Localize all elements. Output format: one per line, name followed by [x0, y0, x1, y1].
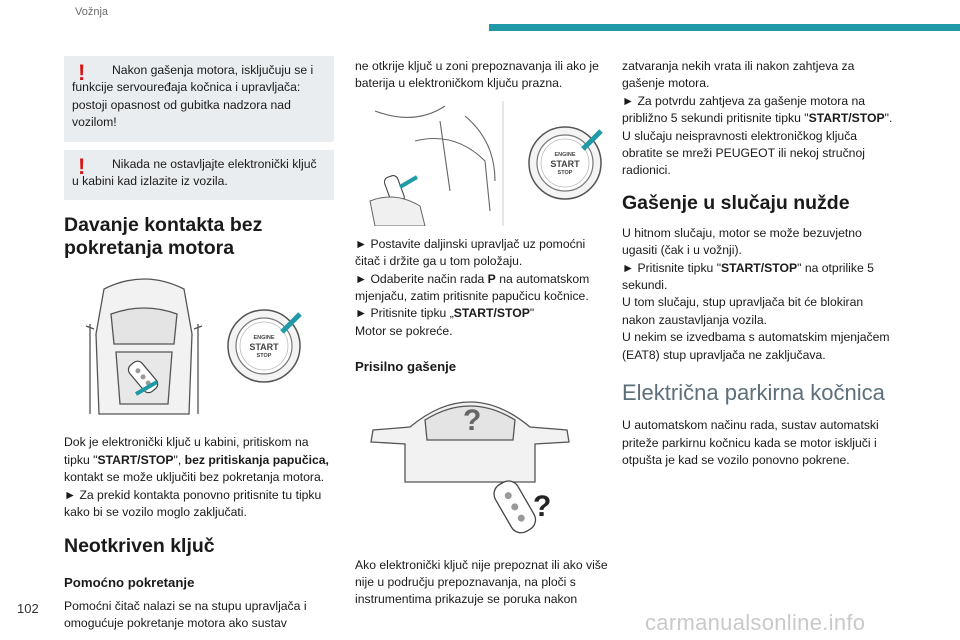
column-2: [355, 58, 613, 609]
paragraph-ignition: Dok je elektronički ključ u kabini, pritiskom na tipku "START/STOP", bez pritiskanja papučica, kontakt se može uključiti bez pokretanja motora.: [64, 435, 329, 485]
button-label-start: START: [249, 342, 279, 353]
heading-electric-parking-brake: Električna parkirna kočnica: [622, 380, 885, 406]
bullet-hold-start-stop: ► Pritisnite tipku "START/STOP" na otprilike 5 sekundi.: [622, 260, 874, 293]
question-mark-key: ?: [533, 489, 552, 523]
section-title: Vožnja: [75, 6, 109, 18]
subheading-backup-start: Pomoćno pokretanje: [64, 575, 195, 591]
question-mark-car: ?: [463, 403, 482, 437]
figure-key-not-recognized: [355, 382, 613, 547]
car-top-view-illustration: [64, 274, 334, 424]
button-label-stop: STOP: [256, 353, 272, 360]
paragraph-key-not-recognized: Ako elektronički ključ nije prepoznat ili ako više nije u području prepoznavanja, na ploči s instrumentima prikazuje se poruka nakon: [355, 557, 608, 607]
warning-box: [64, 56, 334, 142]
column-3: [622, 58, 897, 469]
paragraph-key-zone: ne otkrije ključ u zoni prepoznavanja ili ako je baterija u elektroničkom ključu prazna.: [355, 59, 599, 91]
bullet-select-p: ► Odaberite način rada P na automatskom mjenjaču, zatim pritisnite papučicu kočnice.: [355, 271, 590, 304]
column-1: [64, 56, 334, 633]
figure-car-key-start-button: [64, 274, 334, 424]
car-key-question-illustration: [355, 382, 613, 547]
subheading-forced-stop: Prisilno gašenje: [355, 359, 457, 375]
paragraph-engine-starts: Motor se pokreće.: [355, 323, 453, 338]
button-label-engine: ENGINE: [554, 151, 576, 158]
bullet-place-remote: ► Postavite daljinski upravljač uz pomoćni čitač i držite ga u tom položaju.: [355, 236, 586, 269]
header-accent-bar: [489, 24, 960, 31]
warning-box: [64, 150, 334, 201]
warning-text: Nikada ne ostavljajte elektronički ključ u kabini kad izlazite iz vozila.: [72, 156, 317, 189]
button-label-start: START: [550, 158, 580, 169]
paragraph-doors-closing: zatvaranja nekih vrata ili nakon zahtjeva za gašenje motora.: [622, 59, 855, 91]
bullet-confirm-stop: ► Za potvrdu zahtjeva za gašenje motora na približno 5 sekundi pritisnite tipku "START/STOP".: [622, 93, 893, 126]
paragraph-emergency: U hitnom slučaju, motor se može bezuvjetno ugasiti (čak i u vožnji).: [622, 225, 862, 258]
bullet-press-start-stop: ► Pritisnite tipku „START/STOP": [355, 306, 535, 321]
page-number: 102: [17, 601, 39, 616]
heading-key-not-detected: Neotkriven ključ: [64, 535, 215, 558]
heading-emergency-stop: Gašenje u slučaju nužde: [622, 191, 850, 214]
paragraph-backup-reader: Pomoćni čitač nalazi se na stupu upravljača i omogućuje pokretanje motora ako sustav: [64, 598, 307, 631]
warning-icon: !: [78, 153, 86, 179]
paragraph-column-locked: U tom slučaju, stup upravljača bit će blokiran nakon zaustavljanja vozila.: [622, 295, 864, 327]
warning-text: Nakon gašenja motora, isključuju se i funkcije servouređaja kočnica i upravljača: postoji opasnost od gubitka nadzora nad vozilom!: [72, 63, 314, 130]
paragraph-key-malfunction: U slučaju neispravnosti elektroničkog ključa obratite se mreži PEUGEOT ili nekoj stručnoj radionici.: [622, 128, 865, 178]
heading-ignition-without-start: Davanje kontakta bez pokretanja motora: [64, 214, 263, 260]
paragraph-parking-brake: U automatskom načinu rada, sustav automatski priteže parkirnu kočnicu kada se motor isključi i otpušta je kad se vozilo ponovno pokrene.: [622, 418, 879, 467]
bullet-switch-off: ► Za prekid kontakta ponovno pritisnite tu tipku kako bi se vozilo moglo zaključati.: [64, 487, 322, 520]
figure-backup-reader: [355, 101, 613, 226]
button-label-engine: ENGINE: [253, 335, 275, 342]
paragraph-eat8: U nekim se izvedbama s automatskim mjenjačem (EAT8) stup upravljača ne zaključava.: [622, 330, 890, 362]
warning-icon: !: [78, 60, 86, 85]
watermark: carmanualsonline.info: [645, 610, 866, 635]
button-label-stop: STOP: [557, 169, 573, 176]
